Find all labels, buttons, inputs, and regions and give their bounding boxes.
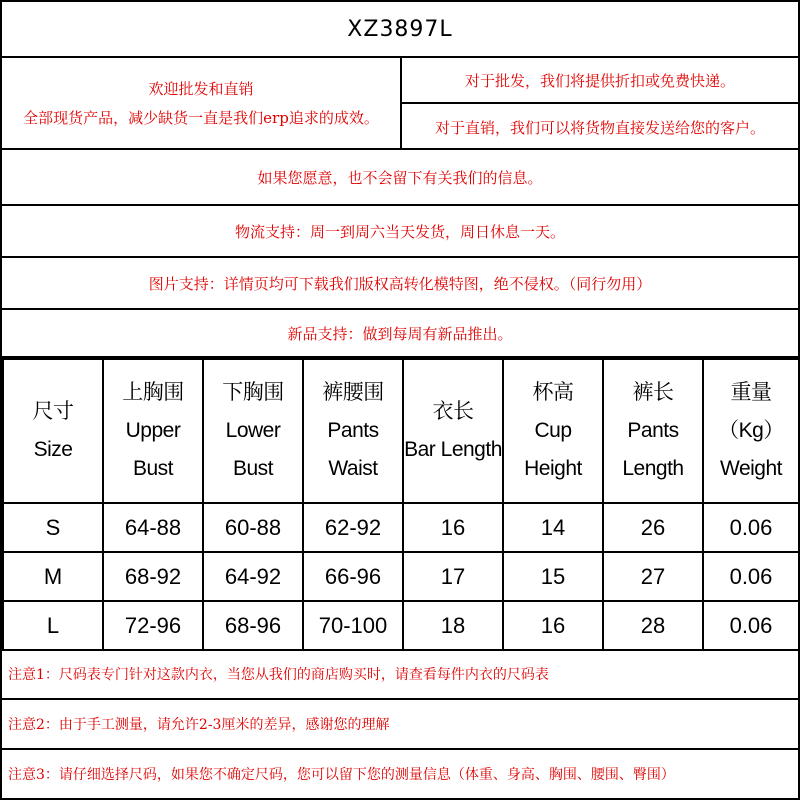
table-cell: 62-92 [303,503,403,552]
table-cell: 16 [503,601,603,650]
info-row-images: 图片支持：详情页均可下载我们版权高转化模特图，绝不侵权。（同行勿用） [2,258,798,310]
header-bar-length: 衣长 Bar Length [403,359,503,503]
product-code-title: XZ3897L [2,2,798,58]
table-cell: 26 [603,503,703,552]
table-cell: 72-96 [103,601,203,650]
table-cell: 68-92 [103,552,203,601]
info-row-new-products: 新品支持：做到每周有新品推出。 [2,310,798,358]
note-choose-size: 注意3：请仔细选择尺码，如果您不确定尺码，您可以留下您的测量信息（体重、身高、胸围、腰围、臀围） [8,767,675,783]
table-cell: 18 [403,601,503,650]
header-cup-height: 杯高 Cup Height [503,359,603,503]
intro-stock-text: 全部现货产品，减少缺货一直是我们erp追求的成效。 [23,109,379,127]
table-cell: 68-96 [203,601,303,650]
table-cell: 14 [503,503,603,552]
intro-left-cell [2,58,402,148]
table-cell: 28 [603,601,703,650]
table-cell: 0.06 [703,601,799,650]
table-cell: L [3,601,103,650]
intro-section [2,58,798,150]
table-cell: 60-88 [203,503,303,552]
table-cell: 66-96 [303,552,403,601]
table-cell: S [3,503,103,552]
header-pants-waist: 裤腰围 Pants Waist [303,359,403,503]
table-row [3,552,799,601]
table-row [3,601,799,650]
header-lower-bust: 下胸围 Lower Bust [203,359,303,503]
table-cell: 15 [503,552,603,601]
size-table [2,358,800,651]
size-table-header-row [3,359,799,503]
note-measurement-tolerance: 注意2：由于手工测量，请允许2-3厘米的差异，感谢您的理解 [2,700,798,750]
header-weight: 重量（Kg） Weight [703,359,799,503]
table-cell: 0.06 [703,503,799,552]
intro-right-cell [402,58,798,148]
table-cell: 27 [603,552,703,601]
table-cell: 17 [403,552,503,601]
table-cell: M [3,552,103,601]
note-size-chart: 注意1：尺码表专门针对这款内衣，当您从我们的商店购买时，请查看每件内衣的尺码表 [2,650,798,700]
table-cell: 64-88 [103,503,203,552]
table-cell: 16 [403,503,503,552]
table-row [3,503,799,552]
info-row-logistics: 物流支持：周一到周六当天发货，周日休息一天。 [2,206,798,258]
table-cell: 70-100 [303,601,403,650]
info-row-privacy: 如果您愿意，也不会留下有关我们的信息。 [2,150,798,206]
table-cell: 0.06 [703,552,799,601]
table-cell: 64-92 [203,552,303,601]
header-pants-length: 裤长 Pants Length [603,359,703,503]
header-size: 尺寸 Size [3,359,103,503]
wholesale-text: 对于批发，我们将提供折扣或免费快递。 [402,58,798,104]
direct-sale-text: 对于直销，我们可以将货物直接发送给您的客户。 [434,118,765,137]
header-upper-bust: 上胸围 Upper Bust [103,359,203,503]
intro-welcome-text: 欢迎批发和直销 [148,80,254,98]
